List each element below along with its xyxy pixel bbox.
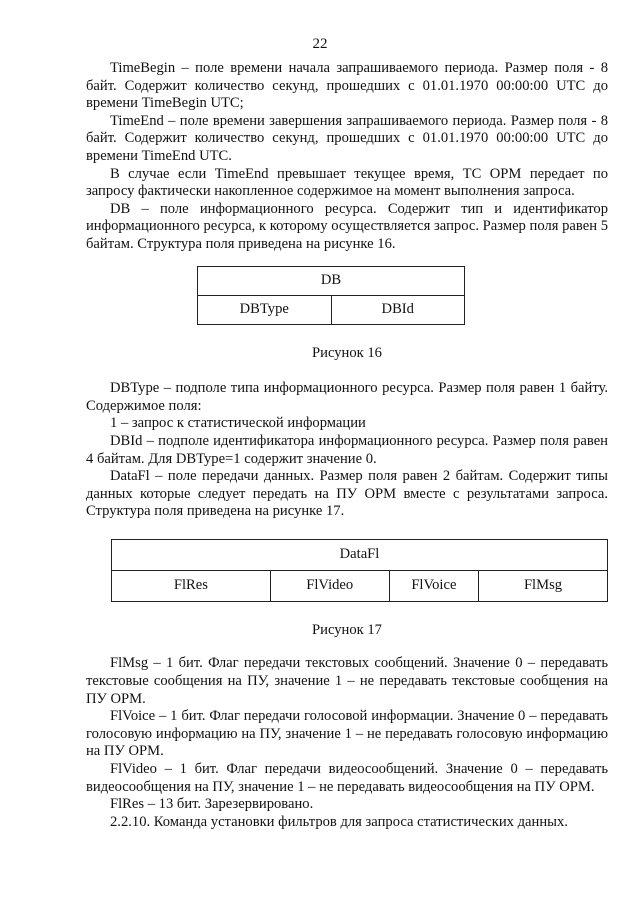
paragraph-dbid: DBId – подполе идентификатора информационного ресурса. Размер поля равен 4 байтам. Для DBType=1 содержит значение 0. xyxy=(86,432,608,467)
paragraph-dbtype: DBType – подполе типа информационного ресурса. Размер поля равен 1 байту. Содержимое поля: xyxy=(86,380,608,414)
document-body xyxy=(86,60,608,831)
figure-17-caption: Рисунок 17 xyxy=(312,621,382,638)
figure-16-cell-dbid: DBId xyxy=(331,295,465,324)
paragraph-flvideo: FlVideo – 1 бит. Флаг передачи видеосообщений. Значение 0 – передавать видеосообщения на ПУ, значение 1 – не передавать видеосообщения на ПУ ОРМ. xyxy=(86,761,608,795)
paragraph-timeend-note: В случае если TimeEnd превышает текущее время, ТС ОРМ передает по запросу фактически накопленное содержимое на момент выполнения запроса. xyxy=(86,165,608,200)
figure-16-cell-dbtype: DBType xyxy=(198,295,332,324)
section-heading-2-2-10: 2.2.10. Команда установки фильтров для запроса статистических данных. xyxy=(110,813,568,830)
paragraph-flres: FlRes – 13 бит. Зарезервировано. xyxy=(110,796,314,813)
figure-16-table xyxy=(197,266,465,325)
paragraph-flvoice: FlVoice – 1 бит. Флаг передачи голосовой информации. Значение 0 – передавать голосовую информацию на ПУ, значение 1 – не передавать голосовую информацию на ПУ ОРМ. xyxy=(86,708,608,760)
paragraph-timebegin: TimeBegin – поле времени начала запрашиваемого периода. Размер поля - 8 байт. Содержит количество секунд, прошедших с 01.01.1970 00:00:00 UTC до времени TimeBegin UTC; xyxy=(86,60,608,112)
figure-16-header-db: DB xyxy=(198,266,465,295)
figure-17-header-datafl: DataFl xyxy=(112,539,608,570)
figure-16-caption: Рисунок 16 xyxy=(312,344,382,361)
figure-17-cell-flres: FlRes xyxy=(112,570,271,601)
paragraph-flmsg: FlMsg – 1 бит. Флаг передачи текстовых сообщений. Значение 0 – передавать текстовые сообщения на ПУ, значение 1 – не передавать текстовые сообщения на ПУ ОРМ. xyxy=(86,655,608,707)
paragraph-timeend: TimeEnd – поле времени завершения запрашиваемого периода. Размер поля - 8 байт. Содержит количество секунд, прошедших с 01.01.1970 00:00:00 UTC до времени TimeEnd UTC. xyxy=(86,112,608,164)
paragraph-dbtype-value: 1 – запрос к статистической информации xyxy=(110,415,366,432)
page-number: 22 xyxy=(312,36,328,52)
paragraph-db: DB – поле информационного ресурса. Содержит тип и идентификатор информационного ресурса, к которому осуществляется запрос. Размер поля равен 5 байтам. Структура поля приведена на рисунке 16. xyxy=(86,200,608,252)
paragraph-datafl: DataFl – поле передачи данных. Размер поля равен 2 байтам. Содержит типы данных которые следует передать на ПУ ОРМ вместе с результатами запроса. Структура поля приведена на рисунке 17. xyxy=(86,468,608,520)
figure-17-cell-flmsg: FlMsg xyxy=(479,570,608,601)
figure-17-cell-flvideo: FlVideo xyxy=(270,570,389,601)
figure-17-cell-flvoice: FlVoice xyxy=(389,570,478,601)
figure-17-table xyxy=(111,539,608,602)
